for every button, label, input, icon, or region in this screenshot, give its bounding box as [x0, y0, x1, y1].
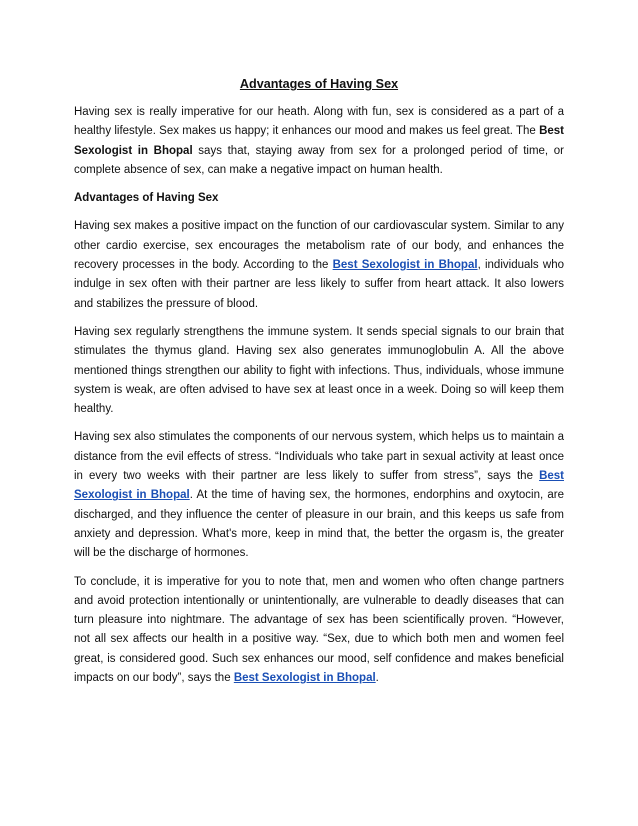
nervous-text-start: Having sex also stimulates the components of our nervous system, which helps us to maintain a distance from the evil effects of stress. “Individuals who take part in sexual activity at least once in every two weeks with their partner are less likely to suffer from stress”, says the: [74, 431, 564, 483]
conclusion-text-start: To conclude, it is imperative for you to note that, men and women who often change partners and avoid protection intentionally or unintentionally, are vulnerable to deadly diseases that can turn pleasure into nightmare. The advantage of sex has been scientifically proven. “However, not all sex affects our health in a positive way. “Sex, due to which both men and women feel great, is considered good. Such sex enhances our mood, self confidence and makes beneficial impacts on our body”, says the: [74, 575, 564, 685]
cardio-text-end: , individuals who indulge in sex often with their partner are less likely to suffer from heart attack. It also lowers and stabilizes the pressure of blood.: [74, 259, 565, 310]
sexologist-link-3[interactable]: Best Sexologist in Bhopal: [233, 672, 376, 685]
intro-text-end: says that, staying away from sex for a prolonged period of time, or complete absence of sex, can make a negative impact on human health.: [74, 144, 565, 176]
conclusion-text-end: .: [375, 672, 379, 685]
cardio-text-start: Having sex makes a positive impact on the function of our cardiovascular system. Similar to any other cardio exercise, sex encourages the metabolism rate of our body, and enhances the recovery processes in the body. According to the: [74, 220, 564, 272]
section-subheading: Advantages of Having Sex: [74, 192, 219, 205]
conclusion-paragraph: [74, 573, 564, 689]
cardio-paragraph: [74, 217, 564, 313]
intro-text-start: Having sex is really imperative for our heath. Along with fun, sex is considered as a part of a healthy lifestyle. Sex makes us happy; it enhances our mood and makes us feel great. The: [74, 106, 564, 138]
sexologist-link-1[interactable]: Best Sexologist in Bhopal: [332, 259, 478, 272]
intro-bold-phrase: Best Sexologist in Bhopal: [74, 125, 564, 157]
document-title: Advantages of Having Sex: [239, 77, 399, 91]
intro-paragraph: [74, 103, 564, 180]
nervous-paragraph: [74, 428, 564, 563]
sexologist-link-2[interactable]: Best Sexologist in Bhopal: [74, 470, 564, 502]
immune-paragraph: Having sex regularly strengthens the immune system. It sends special signals to our brain that stimulates the thymus gland. Having sex also generates immunoglobulin A. All the above mentioned things strengthen our ability to fight with infections. Thus, individuals, whose immune system is weak, are often advised to have sex at least once in a week. Doing so will keep them healthy.: [74, 325, 564, 416]
nervous-text-end: . At the time of having sex, the hormones, endorphins and oxytocin, are discharged, and they influence the center of pleasure in our brain, and this keeps us safe from anxiety and depression. What's more, keep in mind that, the better the orgasm is, the greater will be the discharge of hormones.: [74, 489, 564, 560]
